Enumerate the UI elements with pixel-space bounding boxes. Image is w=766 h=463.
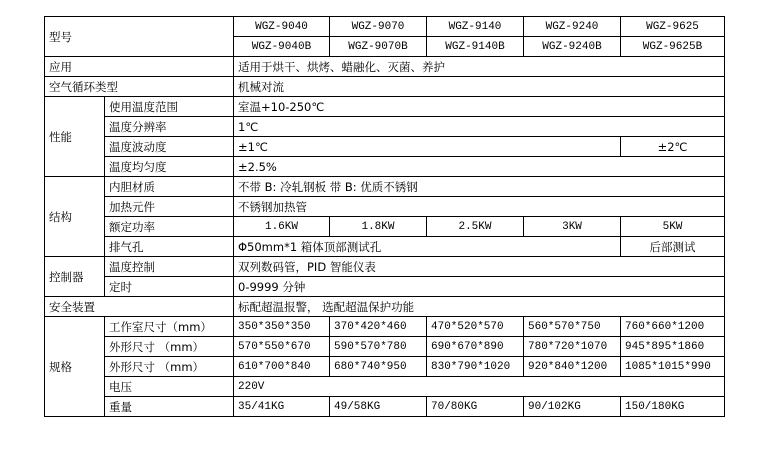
heater-label: 加热元件 [105, 197, 234, 217]
outer-size-cell: 680*740*950 [330, 357, 427, 377]
model-cell: WGZ-9240 [524, 17, 621, 37]
spec-outer2-row [45, 357, 725, 377]
power-cell: 3KW [524, 217, 621, 237]
model-b-cell: WGZ-9040B [234, 37, 330, 57]
outer-size-cell: 570*550*670 [234, 337, 330, 357]
temp-resolution-value: 1℃ [234, 117, 725, 137]
controller-timer-row [45, 277, 725, 297]
temp-range-value: 室温+10-250℃ [234, 97, 725, 117]
air-circulation-label: 空气循环类型 [45, 77, 234, 97]
performance-resolution-row [45, 117, 725, 137]
chamber-size-cell: 350*350*350 [234, 317, 330, 337]
chamber-size-cell: 370*420*460 [330, 317, 427, 337]
application-row [45, 57, 725, 77]
power-label: 额定功率 [105, 217, 234, 237]
air-circulation-row [45, 77, 725, 97]
outer-size-cell: 780*720*1070 [524, 337, 621, 357]
weight-cell: 70/80KG [427, 397, 524, 417]
spec-outer1-row [45, 337, 725, 357]
model-label: 型号 [45, 17, 234, 57]
temp-range-label: 使用温度范围 [105, 97, 234, 117]
power-cell: 1.8KW [330, 217, 427, 237]
structure-vent-row [45, 237, 725, 257]
timer-label: 定时 [105, 277, 234, 297]
temp-control-value: 双列数码管，PID 智能仪表 [234, 257, 725, 277]
temp-uniformity-value: ±2.5% [234, 157, 725, 177]
model-b-cell: WGZ-9070B [330, 37, 427, 57]
safety-row [45, 297, 725, 317]
specs-label: 规格 [45, 317, 105, 417]
outer-size-cell: 590*570*780 [330, 337, 427, 357]
temp-uniformity-label: 温度均匀度 [105, 157, 234, 177]
weight-cell: 35/41KG [234, 397, 330, 417]
power-cell: 2.5KW [427, 217, 524, 237]
outer-size-cell: 830*790*1020 [427, 357, 524, 377]
outer-size-cell: 690*670*890 [427, 337, 524, 357]
model-row-1 [45, 17, 725, 37]
temp-fluctuation-value-last: ±2℃ [621, 137, 725, 157]
model-b-cell: WGZ-9625B [621, 37, 725, 57]
air-circulation-value: 机械对流 [234, 77, 725, 97]
model-cell: WGZ-9070 [330, 17, 427, 37]
performance-label: 性能 [45, 97, 105, 177]
vent-value: Φ50mm*1 箱体顶部测试孔 [234, 237, 621, 257]
weight-cell: 150/180KG [621, 397, 725, 417]
structure-liner-row [45, 177, 725, 197]
spec-chamber-row [45, 317, 725, 337]
outer-size-label: 外形尺寸 （mm） [105, 357, 234, 377]
performance-uniformity-row [45, 157, 725, 177]
spec-weight-row [45, 397, 725, 417]
vent-value-last: 后部测试 [621, 237, 725, 257]
timer-value: 0-9999 分钟 [234, 277, 725, 297]
vent-label: 排气孔 [105, 237, 234, 257]
model-b-cell: WGZ-9140B [427, 37, 524, 57]
heater-value: 不锈钢加热管 [234, 197, 725, 217]
voltage-value: 220V [234, 377, 725, 397]
spec-voltage-row [45, 377, 725, 397]
liner-value: 不带 B: 冷轧钢板 带 B: 优质不锈钢 [234, 177, 725, 197]
outer-size-cell: 945*895*1860 [621, 337, 725, 357]
outer-size-cell: 1085*1015*990 [621, 357, 725, 377]
controller-label: 控制器 [45, 257, 105, 297]
chamber-size-label: 工作室尺寸（mm） [105, 317, 234, 337]
chamber-size-cell: 470*520*570 [427, 317, 524, 337]
weight-label: 重量 [105, 397, 234, 417]
outer-size-label: 外形尺寸 （mm） [105, 337, 234, 357]
voltage-label: 电压 [105, 377, 234, 397]
performance-fluctuation-row [45, 137, 725, 157]
chamber-size-cell: 560*570*750 [524, 317, 621, 337]
temp-fluctuation-value: ±1℃ [234, 137, 621, 157]
power-cell: 5KW [621, 217, 725, 237]
temp-control-label: 温度控制 [105, 257, 234, 277]
weight-cell: 90/102KG [524, 397, 621, 417]
safety-label: 安全装置 [45, 297, 234, 317]
spec-table [44, 16, 725, 417]
chamber-size-cell: 760*660*1200 [621, 317, 725, 337]
performance-range-row [45, 97, 725, 117]
outer-size-cell: 610*700*840 [234, 357, 330, 377]
model-b-cell: WGZ-9240B [524, 37, 621, 57]
structure-heater-row [45, 197, 725, 217]
model-cell: WGZ-9625 [621, 17, 725, 37]
safety-value: 标配超温报警， 选配超温保护功能 [234, 297, 725, 317]
temp-resolution-label: 温度分辨率 [105, 117, 234, 137]
model-cell: WGZ-9040 [234, 17, 330, 37]
power-cell: 1.6KW [234, 217, 330, 237]
weight-cell: 49/58KG [330, 397, 427, 417]
model-cell: WGZ-9140 [427, 17, 524, 37]
application-value: 适用于烘干、烘烤、蜡融化、灭菌、养护 [234, 57, 725, 77]
outer-size-cell: 920*840*1200 [524, 357, 621, 377]
structure-label: 结构 [45, 177, 105, 257]
controller-temp-row [45, 257, 725, 277]
structure-power-row [45, 217, 725, 237]
application-label: 应用 [45, 57, 234, 77]
liner-label: 内胆材质 [105, 177, 234, 197]
temp-fluctuation-label: 温度波动度 [105, 137, 234, 157]
